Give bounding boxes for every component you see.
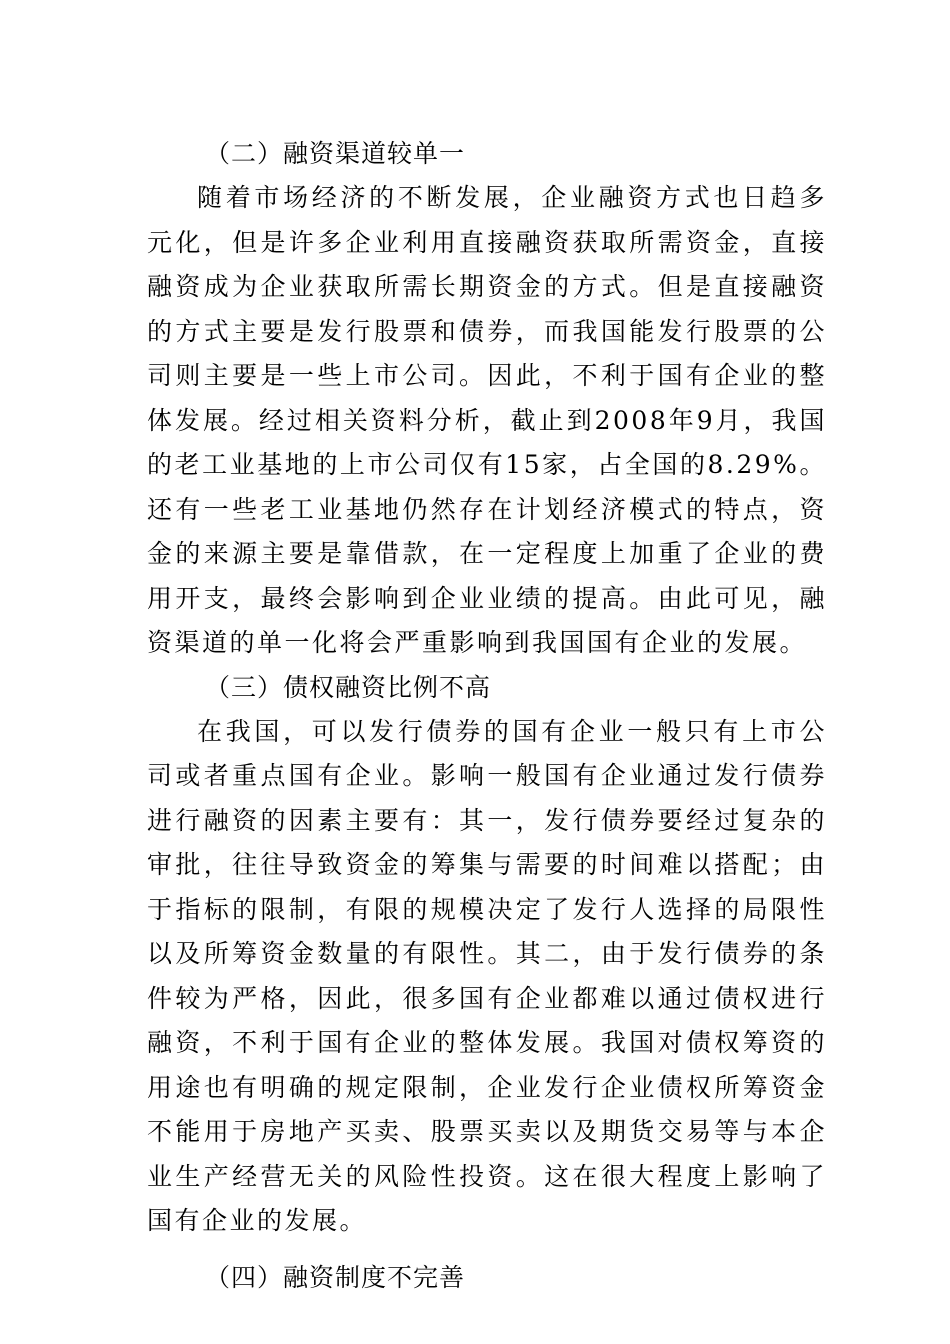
section-heading-3: （三）债权融资比例不高 <box>205 672 492 702</box>
section-paragraph-3: 在我国，可以发行债券的国有企业一般只有上市公司或者重点国有企业。影响一般国有企业通过发行债券进行融资的因素主要有：其一，发行债券要经过复杂的审批，往往导致资金的筹集与需要的时间难以搭配；由于指标的限制，有限的规模决定了发行人选择的局限性以及所筹资金数量的有限性。其二，由于发行债券的条件较为严格，因此，很多国有企业都难以通过债权进行融资，不利于国有企业的整体发展。我国对债权筹资的用途也有明确的规定限制，企业发行企业债权所筹资金不能用于房地产买卖、股票买卖以及期货交易等与本企业生产经营无关的风险性投资。这在很大程度上影响了国有企业的发展。 <box>147 716 827 1235</box>
section-heading-4: （四）融资制度不完善 <box>205 1262 466 1292</box>
section-heading-2: （二）融资渠道较单一 <box>205 139 466 168</box>
document-page <box>147 132 827 1300</box>
section-paragraph-2: 随着市场经济的不断发展，企业融资方式也日趋多元化，但是许多企业利用直接融资获取所需资金，直接融资成为企业获取所需长期资金的方式。但是直接融资的方式主要是发行股票和债券，而我国能发行股票的公司则主要是一些上市公司。因此，不利于国有企业的整体发展。经过相关资料分析，截止到2008年9月，我国的老工业基地的上市公司仅有15家，占全国的8.29%。还有一些老工业基地仍然存在计划经济模式的特点，资金的来源主要是靠借款，在一定程度上加重了企业的费用开支，最终会影响到企业业绩的提高。由此可见，融资渠道的单一化将会严重影响到我国国有企业的发展。 <box>147 183 827 657</box>
